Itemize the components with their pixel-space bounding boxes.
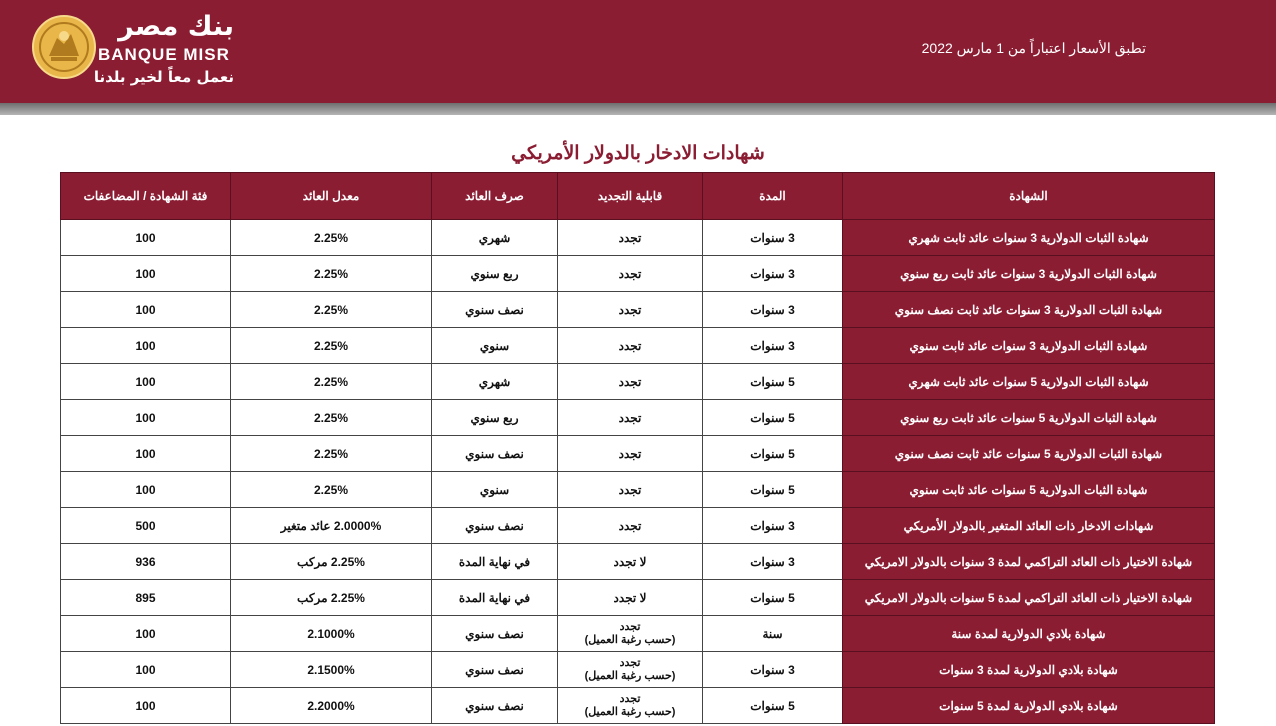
cell-renewal	[558, 688, 703, 724]
table-row	[61, 544, 1215, 580]
cell-renewal: تجدد	[558, 364, 703, 400]
cell-renewal: تجدد	[558, 328, 703, 364]
table-row	[61, 652, 1215, 688]
cell-rate: 2.25%	[231, 472, 432, 508]
cell-certificate: شهادة الثبات الدولارية 3 سنوات عائد ثابت نصف سنوي	[843, 292, 1215, 328]
cell-renewal: تجدد	[558, 292, 703, 328]
cell-payout: سنوي	[432, 472, 558, 508]
cell-payout: في نهاية المدة	[432, 580, 558, 616]
cell-payout: ربع سنوي	[432, 400, 558, 436]
brand-name-latin: BANQUE MISR	[98, 45, 230, 64]
cell-rate: 2.25%	[231, 292, 432, 328]
cell-renewal: لا تجدد	[558, 544, 703, 580]
header-divider	[0, 103, 1276, 115]
table-row	[61, 328, 1215, 364]
cell-denomination: 100	[61, 472, 231, 508]
header-banner	[0, 0, 1276, 103]
header-denomination: فئة الشهادة / المضاعفات	[61, 173, 231, 220]
cell-renewal	[558, 652, 703, 688]
cell-rate: 2.25%	[231, 256, 432, 292]
cell-renewal: تجدد	[558, 472, 703, 508]
cell-rate: 2.25%	[231, 400, 432, 436]
cell-rate: 2.25% مركب	[231, 544, 432, 580]
cell-rate: 2.25%	[231, 220, 432, 256]
brand-tagline: نعمل معاً لخير بلدنا	[93, 68, 234, 86]
cell-denomination: 100	[61, 652, 231, 688]
cell-renewal: تجدد	[558, 400, 703, 436]
table-row	[61, 256, 1215, 292]
table-row	[61, 292, 1215, 328]
effective-date-note: تطبق الأسعار اعتباراً من 1 مارس 2022	[921, 40, 1146, 56]
table-row	[61, 616, 1215, 652]
cell-payout: في نهاية المدة	[432, 544, 558, 580]
cell-duration: 5 سنوات	[703, 400, 843, 436]
cell-certificate: شهادة الثبات الدولارية 3 سنوات عائد ثابت سنوي	[843, 328, 1215, 364]
cell-certificate: شهادة الثبات الدولارية 5 سنوات عائد ثابت سنوي	[843, 472, 1215, 508]
cell-payout: شهري	[432, 364, 558, 400]
cell-certificate: شهادة بلادي الدولارية لمدة سنة	[843, 616, 1215, 652]
cell-duration: 5 سنوات	[703, 364, 843, 400]
cell-denomination: 100	[61, 328, 231, 364]
table-row	[61, 400, 1215, 436]
cell-payout: نصف سنوي	[432, 508, 558, 544]
cell-denomination: 936	[61, 544, 231, 580]
cell-denomination: 100	[61, 616, 231, 652]
cell-duration: 3 سنوات	[703, 544, 843, 580]
cell-duration: 3 سنوات	[703, 508, 843, 544]
cell-duration: 5 سنوات	[703, 580, 843, 616]
cell-payout: نصف سنوي	[432, 292, 558, 328]
cell-renewal-value: تجدد	[619, 656, 641, 669]
brand-name-arabic: بنك مصر	[118, 11, 234, 42]
cell-certificate: شهادة بلادي الدولارية لمدة 3 سنوات	[843, 652, 1215, 688]
cell-renewal	[558, 616, 703, 652]
cell-renewal-value: تجدد	[619, 620, 641, 633]
cell-certificate: شهادة الثبات الدولارية 3 سنوات عائد ثابت شهري	[843, 220, 1215, 256]
cell-duration: 5 سنوات	[703, 472, 843, 508]
cell-denomination: 100	[61, 364, 231, 400]
cell-renewal: تجدد	[558, 436, 703, 472]
cell-rate: 2.25% مركب	[231, 580, 432, 616]
cell-renewal-note: (حسب رغبة العميل)	[584, 705, 676, 718]
banque-misr-emblem-icon	[31, 14, 97, 80]
table-header-row	[61, 173, 1215, 220]
header-certificate: الشهادة	[843, 173, 1215, 220]
cell-certificate: شهادة الثبات الدولارية 5 سنوات عائد ثابت شهري	[843, 364, 1215, 400]
cell-denomination: 100	[61, 436, 231, 472]
cell-payout: نصف سنوي	[432, 616, 558, 652]
header-payout: صرف العائد	[432, 173, 558, 220]
cell-payout: نصف سنوي	[432, 436, 558, 472]
table-row	[61, 508, 1215, 544]
table-row	[61, 688, 1215, 724]
cell-denomination: 100	[61, 256, 231, 292]
cell-renewal: لا تجدد	[558, 580, 703, 616]
cell-renewal: تجدد	[558, 508, 703, 544]
cell-certificate: شهادة الاختيار ذات العائد التراكمي لمدة 3 سنوات بالدولار الامريكي	[843, 544, 1215, 580]
cell-certificate: شهادة الثبات الدولارية 5 سنوات عائد ثابت نصف سنوي	[843, 436, 1215, 472]
cell-rate: 2.25%	[231, 328, 432, 364]
cell-duration: 3 سنوات	[703, 652, 843, 688]
cell-duration: سنة	[703, 616, 843, 652]
cell-denomination: 895	[61, 580, 231, 616]
header-rate: معدل العائد	[231, 173, 432, 220]
table-row	[61, 364, 1215, 400]
table-row	[61, 472, 1215, 508]
header-renewal: قابلية التجديد	[558, 173, 703, 220]
cell-denomination: 100	[61, 400, 231, 436]
page-title: شهادات الادخار بالدولار الأمريكي	[511, 143, 765, 164]
table-row	[61, 436, 1215, 472]
cell-denomination: 100	[61, 292, 231, 328]
header-duration: المدة	[703, 173, 843, 220]
cell-certificate: شهادة الاختيار ذات العائد التراكمي لمدة 5 سنوات بالدولار الامريكي	[843, 580, 1215, 616]
cell-duration: 3 سنوات	[703, 256, 843, 292]
cell-certificate: شهادة بلادي الدولارية لمدة 5 سنوات	[843, 688, 1215, 724]
cell-renewal: تجدد	[558, 256, 703, 292]
cell-renewal-value: تجدد	[619, 692, 641, 705]
cell-denomination: 100	[61, 688, 231, 724]
cell-rate: 2.2000%	[231, 688, 432, 724]
cell-duration: 3 سنوات	[703, 328, 843, 364]
cell-certificate: شهادة الثبات الدولارية 5 سنوات عائد ثابت ربع سنوي	[843, 400, 1215, 436]
cell-payout: نصف سنوي	[432, 652, 558, 688]
cell-rate: 2.25%	[231, 436, 432, 472]
cell-renewal: تجدد	[558, 220, 703, 256]
rates-table	[60, 172, 1215, 724]
cell-rate: 2.25%	[231, 364, 432, 400]
cell-rate: 2.1000%	[231, 616, 432, 652]
cell-rate: 2.0000% عائد متغير	[231, 508, 432, 544]
cell-duration: 5 سنوات	[703, 688, 843, 724]
cell-payout: سنوي	[432, 328, 558, 364]
cell-renewal-note: (حسب رغبة العميل)	[584, 633, 676, 646]
table-row	[61, 220, 1215, 256]
cell-payout: ربع سنوي	[432, 256, 558, 292]
cell-certificate: شهادات الادخار ذات العائد المتغير بالدولار الأمريكي	[843, 508, 1215, 544]
cell-rate: 2.1500%	[231, 652, 432, 688]
cell-renewal-note: (حسب رغبة العميل)	[584, 669, 676, 682]
cell-denomination: 500	[61, 508, 231, 544]
cell-duration: 3 سنوات	[703, 292, 843, 328]
cell-payout: شهري	[432, 220, 558, 256]
table-row	[61, 580, 1215, 616]
cell-certificate: شهادة الثبات الدولارية 3 سنوات عائد ثابت ربع سنوي	[843, 256, 1215, 292]
cell-duration: 5 سنوات	[703, 436, 843, 472]
cell-denomination: 100	[61, 220, 231, 256]
cell-duration: 3 سنوات	[703, 220, 843, 256]
cell-payout: نصف سنوي	[432, 688, 558, 724]
